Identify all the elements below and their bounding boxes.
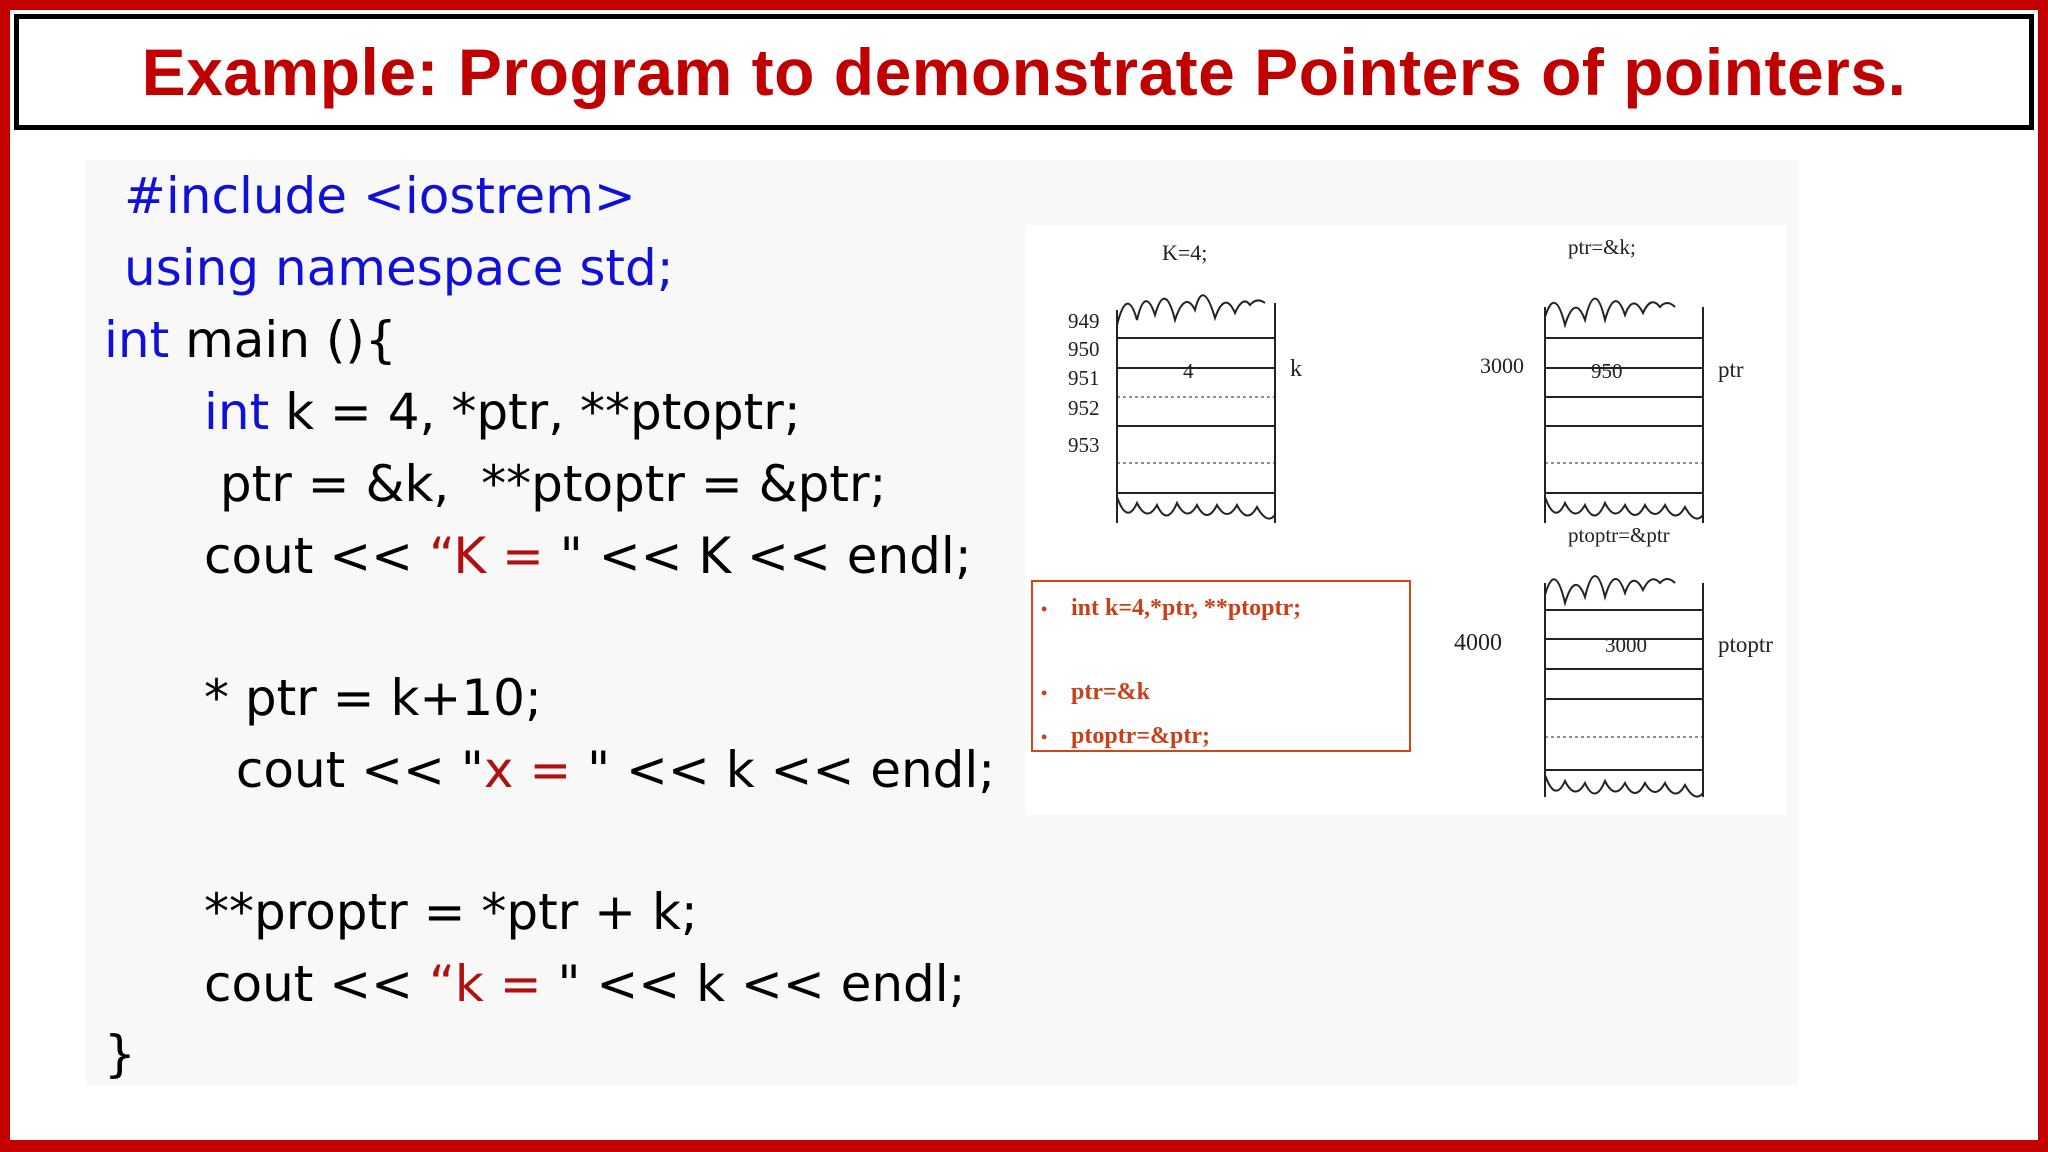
k-address-951: 951 [1068,366,1100,390]
code-ptr-line: * ptr = k+10; [204,669,542,727]
code-cout3-line [204,954,966,1014]
bullet-icon: • [1041,683,1048,704]
bullet-icon: • [1041,599,1048,620]
k-memory-block [1117,295,1275,523]
k-variable-name: k [1290,356,1302,382]
k-value: 4 [1183,359,1194,383]
cout3-string: “k = [428,955,558,1013]
k-caption: K=4; [1162,240,1208,265]
code-assign-line: ptr = &k, **ptoptr = &ptr; [204,455,887,513]
code-include-line: #include <iostrem> [124,167,636,225]
k-address-952: 952 [1068,396,1100,420]
cout3-post: " << k << endl; [557,955,966,1013]
main-signature: main (){ [169,311,397,369]
k-address-953: 953 [1068,433,1100,457]
code-decl-line [204,382,801,442]
title-box [14,14,2034,130]
declaration-notes-box [1031,580,1411,752]
note-text: ptr=&k [1071,679,1151,705]
ptr-variable-name: ptr [1718,357,1744,382]
keyword-int: int [204,383,270,441]
code-cout2-line [220,740,995,800]
k-address-950: 950 [1068,337,1100,361]
ptr-caption: ptr=&k; [1568,235,1636,259]
note-item [1041,680,1150,704]
k-address-949: 949 [1068,309,1100,333]
cout1-string: “K = [428,527,560,585]
note-item [1041,596,1301,620]
note-text: int k=4,*ptr, **ptoptr; [1071,595,1302,621]
note-text: ptoptr=&ptr; [1071,723,1210,749]
cout3-pre: cout << [204,955,429,1013]
ptoptr-variable-name: ptoptr [1718,632,1773,657]
keyword-int: int [104,311,170,369]
ptr-memory-block [1545,299,1703,524]
slide-title: Example: Program to demonstrate Pointers of pointers. [141,35,1907,109]
cout1-pre: cout << [204,527,429,585]
ptoptr-value: 3000 [1605,633,1647,657]
code-cout1-line [204,526,972,586]
note-item [1041,724,1210,748]
ptoptr-caption: ptoptr=&ptr [1568,523,1670,547]
code-main-line [104,310,397,370]
bullet-icon: • [1041,727,1048,748]
cout2-post: " << k << endl; [587,741,996,799]
code-close-brace: } [104,1025,136,1083]
code-using-line: using namespace std; [124,239,674,297]
ptr-value: 950 [1591,359,1623,383]
ptoptr-memory-block [1545,576,1703,797]
code-proptr-line: **proptr = *ptr + k; [204,883,698,941]
decl-rest: k = 4, *ptr, **ptoptr; [269,383,801,441]
ptoptr-address: 4000 [1454,630,1502,656]
cout1-post: " << K << endl; [559,527,972,585]
ptr-address: 3000 [1480,353,1524,378]
cout2-pre: cout << " [220,741,484,799]
cout2-string: x = [483,741,588,799]
